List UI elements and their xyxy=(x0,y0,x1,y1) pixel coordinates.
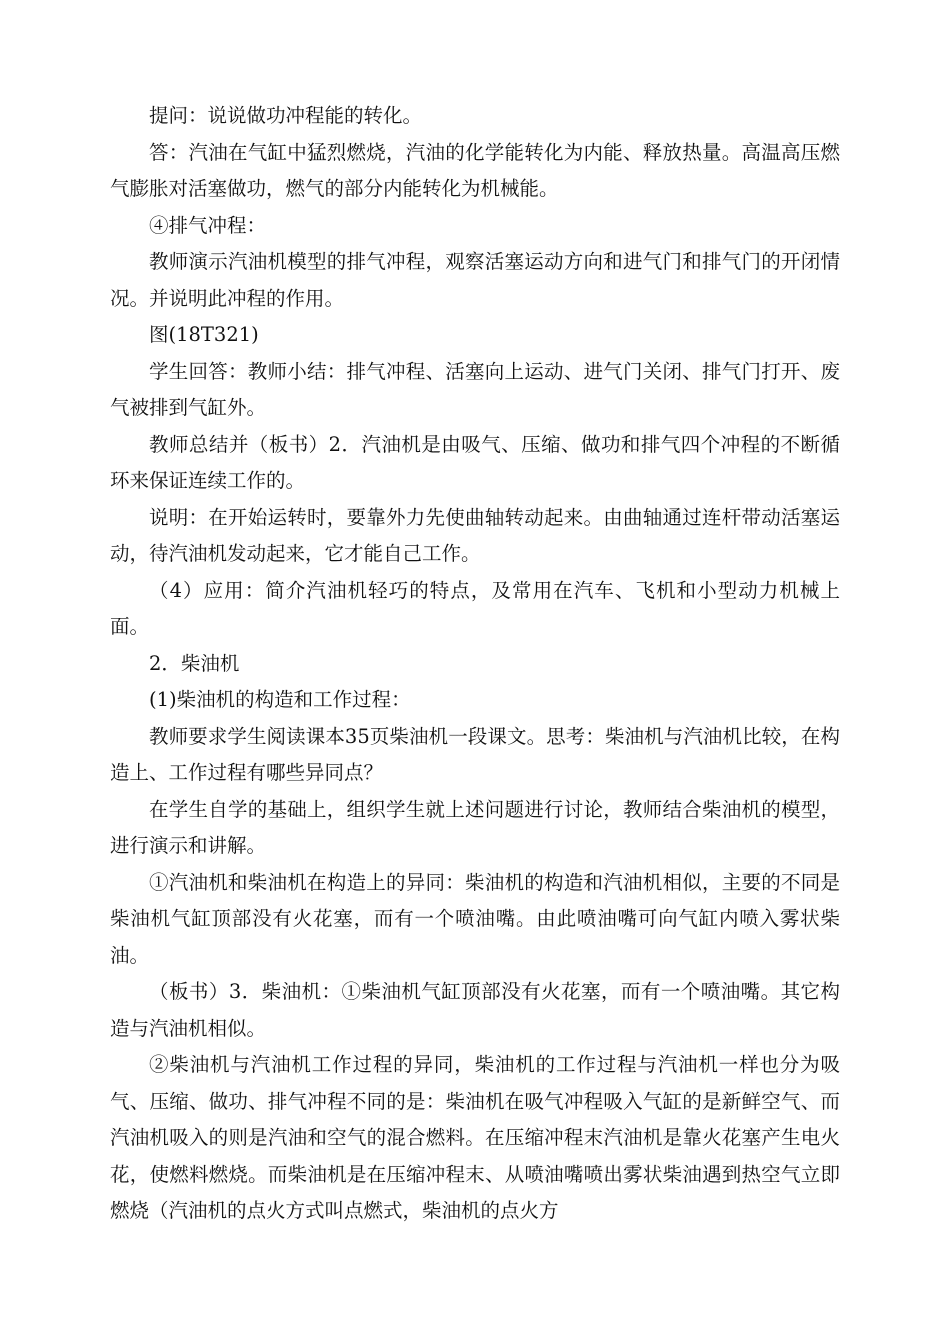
paragraph-structure-difference: ①汽油机和柴油机在构造上的异同：柴油机的构造和汽油机相似，主要的不同是柴油机气缸顶部没有火花塞，而有一个喷油嘴。由此喷油嘴可向气缸内喷入雾状柴油。 xyxy=(110,870,840,967)
paragraph-figure-reference: 图(18T321) xyxy=(149,323,259,346)
paragraph-answer-power-stroke: 答：汽油在气缸中猛烈燃烧，汽油的化学能转化为内能、释放热量。高温高压燃气膨胀对活塞做功，燃气的部分内能转化为机械能。 xyxy=(110,140,840,200)
paragraph-exhaust-demo: 教师演示汽油机模型的排气冲程，观察活塞运动方向和进气门和排气门的开闭情况。并说明此冲程的作用。 xyxy=(110,250,840,310)
paragraph-board-note-diesel: （板书）3．柴油机：①柴油机气缸顶部没有火花塞，而有一个喷油嘴。其它构造与汽油机相似。 xyxy=(110,980,840,1040)
paragraph-exhaust-stroke-heading: ④排气冲程： xyxy=(149,213,267,237)
paragraph-question-power-stroke: 提问：说说做功冲程能的转化。 xyxy=(149,104,423,127)
paragraph-diesel-heading: 2．柴油机 xyxy=(149,651,240,675)
paragraph-student-answer: 学生回答：教师小结：排气冲程、活塞向上运动、进气门关闭、排气门打开、废气被排到气缸外。 xyxy=(110,359,840,419)
paragraph-diesel-structure-heading: (1)柴油机的构造和工作过程： xyxy=(149,688,411,711)
paragraph-application: （4）应用：简介汽油机轻巧的特点，及常用在汽车、飞机和小型动力机械上面。 xyxy=(110,578,840,638)
paragraph-explanation: 说明：在开始运转时，要靠外力先使曲轴转动起来。由曲轴通过连杆带动活塞运动，待汽油机发动起来，它才能自己工作。 xyxy=(110,505,840,565)
paragraph-discussion: 在学生自学的基础上，组织学生就上述问题进行讨论，教师结合柴油机的模型，进行演示和讲解。 xyxy=(110,797,840,857)
paragraph-process-difference: ②柴油机与汽油机工作过程的异同，柴油机的工作过程与汽油机一样也分为吸气、压缩、做功、排气冲程不同的是：柴油机在吸气冲程吸入气缸的是新鲜空气、而汽油机吸入的则是汽油和空气的混合燃料。在压缩冲程末汽油机是靠火花塞产生电火花，使燃料燃烧。而柴油机是在压缩冲程末、从喷油嘴喷出雾状柴油遇到热空气立即燃烧（汽油机的点火方式叫点燃式，柴油机的点火方 xyxy=(110,1053,840,1222)
paragraph-teacher-summary: 教师总结并（板书）2．汽油机是由吸气、压缩、做功和排气四个冲程的不断循环来保证连续工作的。 xyxy=(110,432,840,492)
paragraph-reading-task: 教师要求学生阅读课本35页柴油机一段课文。思考：柴油机与汽油机比较，在构造上、工作过程有哪些异同点？ xyxy=(110,724,840,784)
